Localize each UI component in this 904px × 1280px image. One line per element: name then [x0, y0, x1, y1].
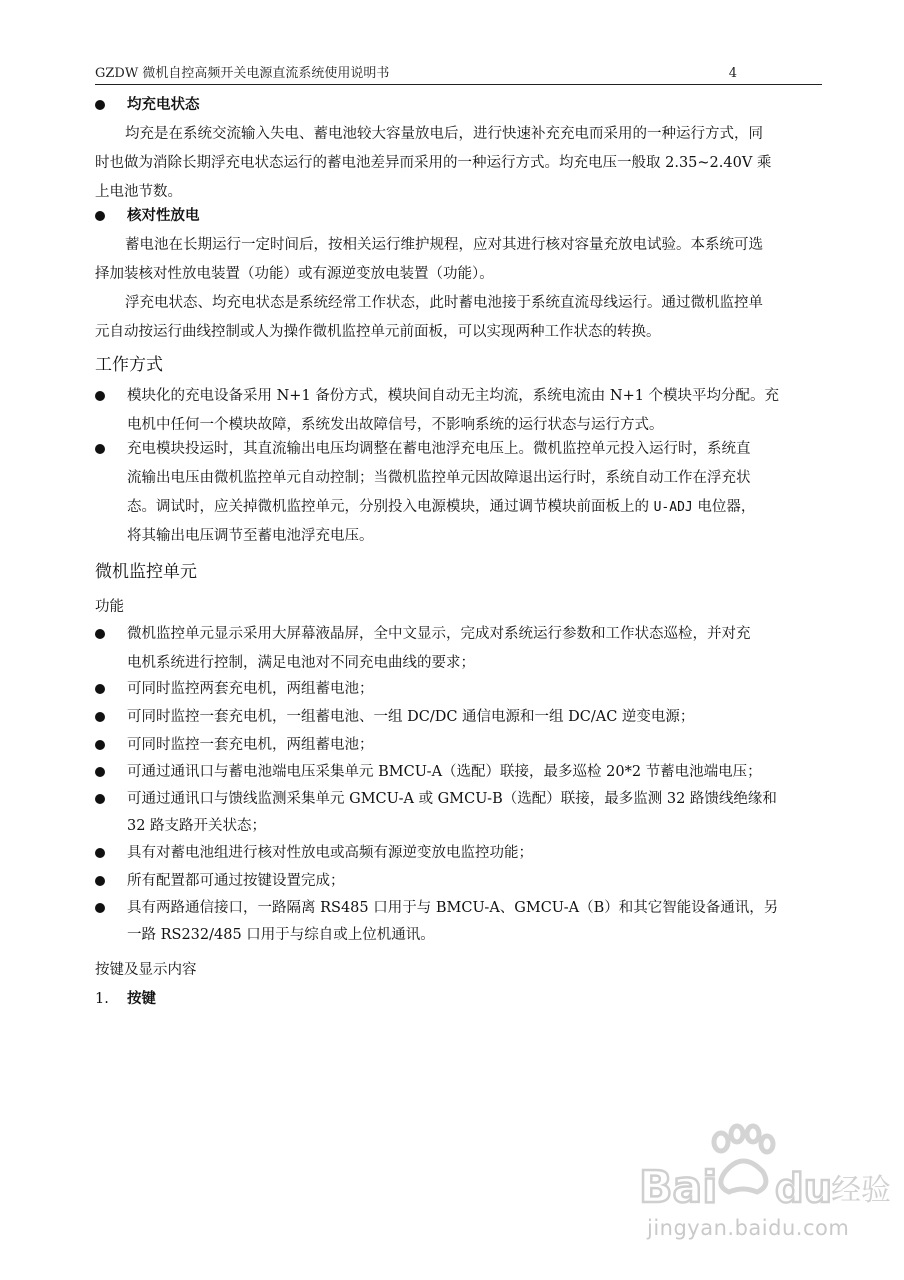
list-item-line: 流输出电压由微机监控单元自动控制；当微机监控单元因故障退出运行时，系统自动工作在浮充状 — [127, 470, 751, 486]
list-item-line: 可同时监控一套充电机，两组蓄电池； — [127, 737, 374, 753]
list-item-line: 可通过通讯口与馈线监测采集单元 GMCU-A 或 GMCU-B（选配）联接，最多监测 32 路馈线绝缘和 — [127, 791, 777, 807]
svg-text:经验: 经验 — [831, 1173, 890, 1208]
paragraph-line: 均充是在系统交流输入失电、蓄电池较大容量放电后，进行快速补充充电而采用的一种运行方式，同 — [125, 126, 763, 142]
paragraph-line: 择加装核对性放电装置（功能）或有源逆变放电装置（功能）。 — [95, 266, 494, 282]
list-item-line: 可同时监控两套充电机，两组蓄电池； — [127, 681, 374, 697]
baidu-jingyan-watermark — [625, 1120, 890, 1250]
list-item-line: 具有对蓄电池组进行核对性放电或高频有源逆变放电监控功能； — [127, 845, 533, 861]
list-item-line — [127, 497, 854, 518]
bullet-icon — [95, 903, 105, 913]
bullet-icon — [95, 211, 105, 221]
bullet-icon — [95, 444, 105, 454]
bullet-icon — [95, 391, 105, 401]
bullet-icon — [95, 767, 105, 777]
bullet-icon — [95, 712, 105, 722]
bullet-icon — [95, 794, 105, 804]
subsection-heading-function: 功能 — [95, 599, 124, 615]
svg-text:du: du — [775, 1166, 833, 1212]
svg-text:Bai: Bai — [639, 1162, 718, 1213]
item-label: 按键 — [127, 990, 156, 1007]
bullet-icon — [95, 100, 105, 110]
paragraph-line: 元自动按运行曲线控制或人为操作微机监控单元前面板，可以实现两种工作状态的转换。 — [95, 324, 661, 340]
list-item-line: 所有配置都可通过按键设置完成； — [127, 873, 345, 889]
list-item-line: 模块化的充电设备采用 N+1 备份方式，模块间自动无主均流，系统电流由 N+1 个模块平均分配。充 — [127, 388, 780, 404]
list-item-line: 具有两路通信接口，一路隔离 RS485 口用于与 BMCU-A、GMCU-A（B）和其它智能设备通讯，另 — [127, 900, 779, 916]
watermark-url: jingyan.baidu.com — [647, 1216, 850, 1240]
list-item-line: 32 路支路开关状态； — [127, 818, 267, 834]
item-number: 1. — [95, 991, 109, 1007]
document-title: GZDW 微机自控高频开关电源直流系统使用说明书 — [95, 66, 390, 81]
subsection-title-verify-discharge: 核对性放电 — [127, 207, 200, 224]
subsection-heading-keys-display: 按键及显示内容 — [95, 962, 197, 978]
list-item-line: 微机监控单元显示采用大屏幕液晶屏，全中文显示，完成对系统运行参数和工作状态巡检，并对充 — [127, 626, 751, 642]
code-text-u-adj: U-ADJ — [653, 500, 693, 515]
list-item-line: 可同时监控一套充电机，一组蓄电池、一组 DC/DC 通信电源和一组 DC/AC 逆变电源； — [127, 709, 695, 725]
bullet-icon — [95, 848, 105, 858]
paragraph-line: 蓄电池在长期运行一定时间后，按相关运行维护规程，应对其进行核对容量充放电试验。本系统可选 — [125, 237, 763, 253]
list-item-line: 电机系统进行控制，满足电池对不同充电曲线的要求； — [127, 655, 475, 671]
paragraph-line: 浮充电状态、均充电状态是系统经常工作状态，此时蓄电池接于系统直流母线运行。通过微机监控单 — [125, 295, 763, 311]
paragraph-line: 上电池节数。 — [95, 184, 182, 200]
list-item-line: 可通过通讯口与蓄电池端电压采集单元 BMCU-A（选配）联接，最多巡检 20*2 节蓄电池端电压； — [127, 764, 762, 780]
list-item-line: 充电模块投运时，其直流输出电压均调整在蓄电池浮充电压上。微机监控单元投入运行时，系统直 — [127, 441, 751, 457]
bullet-icon — [95, 876, 105, 886]
list-item-line: 一路 RS232/485 口用于与综自或上位机通讯。 — [127, 927, 435, 943]
bullet-icon — [95, 629, 105, 639]
section-heading-work-mode: 工作方式 — [95, 355, 163, 375]
paragraph-line: 时也做为消除长期浮充电状态运行的蓄电池差异而采用的一种运行方式。均充电压一般取 2.35~2.40V 乘 — [95, 155, 772, 171]
text-segment: 态。调试时，应关掉微机监控单元，分别投入电源模块，通过调节模块前面板上的 — [127, 499, 654, 515]
bullet-icon — [95, 740, 105, 750]
section-heading-monitor-unit: 微机监控单元 — [95, 562, 197, 582]
page-header — [95, 66, 822, 85]
bullet-icon — [95, 684, 105, 694]
subsection-title-equalize: 均充电状态 — [127, 96, 200, 113]
list-item-line: 将其输出电压调节至蓄电池浮充电压。 — [127, 528, 374, 544]
page-number: 4 — [728, 66, 737, 81]
baidu-logo-icon — [625, 1120, 890, 1215]
numbered-item-keys — [95, 989, 822, 1009]
list-item-line: 电机中任何一个模块故障，系统发出故障信号，不影响系统的运行状态与运行方式。 — [127, 417, 664, 433]
text-segment: 电位器， — [692, 499, 756, 515]
